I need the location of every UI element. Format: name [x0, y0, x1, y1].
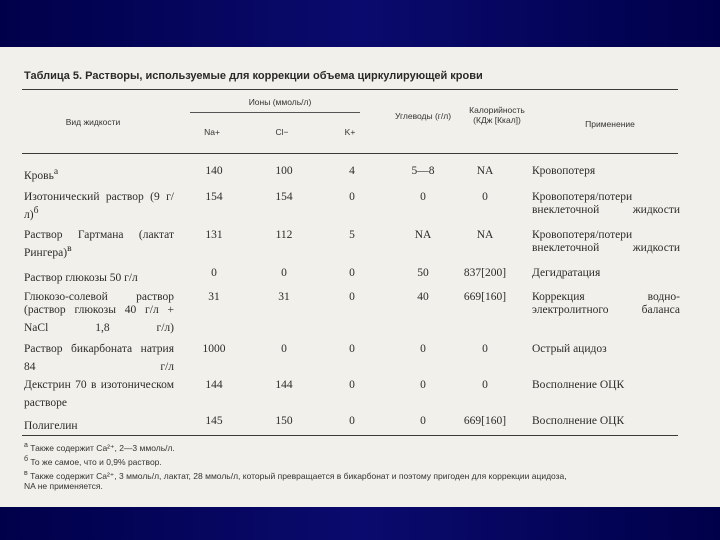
- use-value: Кровопотеря/потери внеклеточной жидкости: [532, 191, 680, 216]
- calories-value: 837[200]: [463, 267, 507, 279]
- na-value: 154: [205, 191, 223, 203]
- k-value: 0: [349, 291, 355, 303]
- use-value: Коррекция водно-электролитного баланса: [532, 291, 680, 316]
- cl-value: 0: [281, 267, 287, 279]
- k-value: 0: [349, 379, 355, 391]
- footnotes: [24, 440, 684, 492]
- footnote-c: $^в$ Также содержит Ca²⁺, 3 ммоль/л, лактат, 28 ммоль/л, который превращается в бикарбонат и поэтому пригоден для коррекции ацидоза,: [24, 469, 567, 481]
- scanned-table-page: [0, 47, 720, 507]
- k-value: 0: [349, 191, 355, 203]
- na-value: 0: [211, 267, 217, 279]
- na-value: 1000: [202, 343, 226, 355]
- use-value: Кровопотеря/потери внеклеточной жидкости: [532, 229, 680, 254]
- fluid-name: Глюкозо-солевой раствор (раствор глюкозы 40 г/л + NaCl 1,8 г/л): [24, 291, 174, 334]
- top-rule: [22, 89, 678, 90]
- header-ions: Ионы (ммоль/л): [248, 97, 312, 107]
- footnote-a: $^а$ Также содержит Ca²⁺, 2—3 ммоль/л.: [24, 442, 175, 453]
- fluid-name: Декстрин 70 в изотоническом растворе: [24, 379, 174, 409]
- footnote-c-cont: NA не применяется.: [24, 481, 103, 492]
- cl-value: 150: [275, 415, 293, 427]
- calories-value: NA: [476, 229, 494, 241]
- cl-value: 100: [275, 165, 293, 177]
- carbs-value: 5—8: [411, 165, 435, 177]
- k-value: 0: [349, 415, 355, 427]
- calories-value: 669[160]: [463, 291, 507, 303]
- fluid-name: Раствор Гартмана (лактат Рингера)$^в$: [24, 229, 174, 259]
- cl-value: 144: [275, 379, 293, 391]
- header-carbs: Углеводы (г/л): [394, 111, 452, 121]
- carbs-value: 0: [420, 343, 426, 355]
- calories-value: 0: [482, 379, 488, 391]
- header-k: K+: [344, 127, 356, 137]
- cl-value: 112: [275, 229, 293, 241]
- header-cl: Cl−: [275, 127, 289, 137]
- calories-value: NA: [476, 165, 494, 177]
- na-value: 144: [205, 379, 223, 391]
- fluid-name: Полигелин: [24, 419, 78, 432]
- header-fluid: Вид жидкости: [65, 117, 121, 127]
- fluid-name: Раствор бикарбоната натрия 84 г/л: [24, 343, 174, 373]
- calories-value: 0: [482, 191, 488, 203]
- use-value: Кровопотеря: [532, 165, 596, 177]
- carbs-value: 40: [417, 291, 429, 303]
- carbs-value: 0: [420, 379, 426, 391]
- k-value: 0: [349, 267, 355, 279]
- ions-divider: [190, 112, 360, 113]
- header-calories: Калорийность (КДж [Ккал]): [469, 105, 525, 125]
- fluid-name: Изотонический раствор (9 г/л)$^б$: [24, 191, 174, 221]
- carbs-value: 0: [420, 415, 426, 427]
- calories-value: 669[160]: [463, 415, 507, 427]
- na-value: 131: [205, 229, 223, 241]
- bottom-rule: [22, 435, 678, 436]
- carbs-value: NA: [414, 229, 432, 241]
- cl-value: 31: [278, 291, 290, 303]
- carbs-value: 50: [417, 267, 429, 279]
- use-value: Дегидратация: [532, 267, 601, 279]
- use-value: Острый ацидоз: [532, 343, 607, 355]
- use-value: Восполнение ОЦК: [532, 415, 625, 427]
- na-value: 140: [205, 165, 223, 177]
- carbs-value: 0: [420, 191, 426, 203]
- header-use: Применение: [585, 119, 635, 129]
- k-value: 5: [349, 229, 355, 241]
- cl-value: 0: [281, 343, 287, 355]
- use-value: Восполнение ОЦК: [532, 379, 625, 391]
- k-value: 4: [349, 165, 355, 177]
- footnote-b: $^б$ То же самое, что и 0,9% раствор.: [24, 455, 162, 467]
- k-value: 0: [349, 343, 355, 355]
- na-value: 31: [208, 291, 220, 303]
- header-na: Na+: [204, 127, 220, 137]
- header-rule: [22, 153, 678, 154]
- fluid-name: Раствор глюкозы 50 г/л: [24, 271, 138, 284]
- calories-value: 0: [482, 343, 488, 355]
- cl-value: 154: [275, 191, 293, 203]
- table-caption: Таблица 5. Растворы, используемые для коррекции объема циркулирующей крови: [24, 70, 483, 82]
- fluid-name: Кровь$^а$: [24, 166, 59, 182]
- na-value: 145: [205, 415, 223, 427]
